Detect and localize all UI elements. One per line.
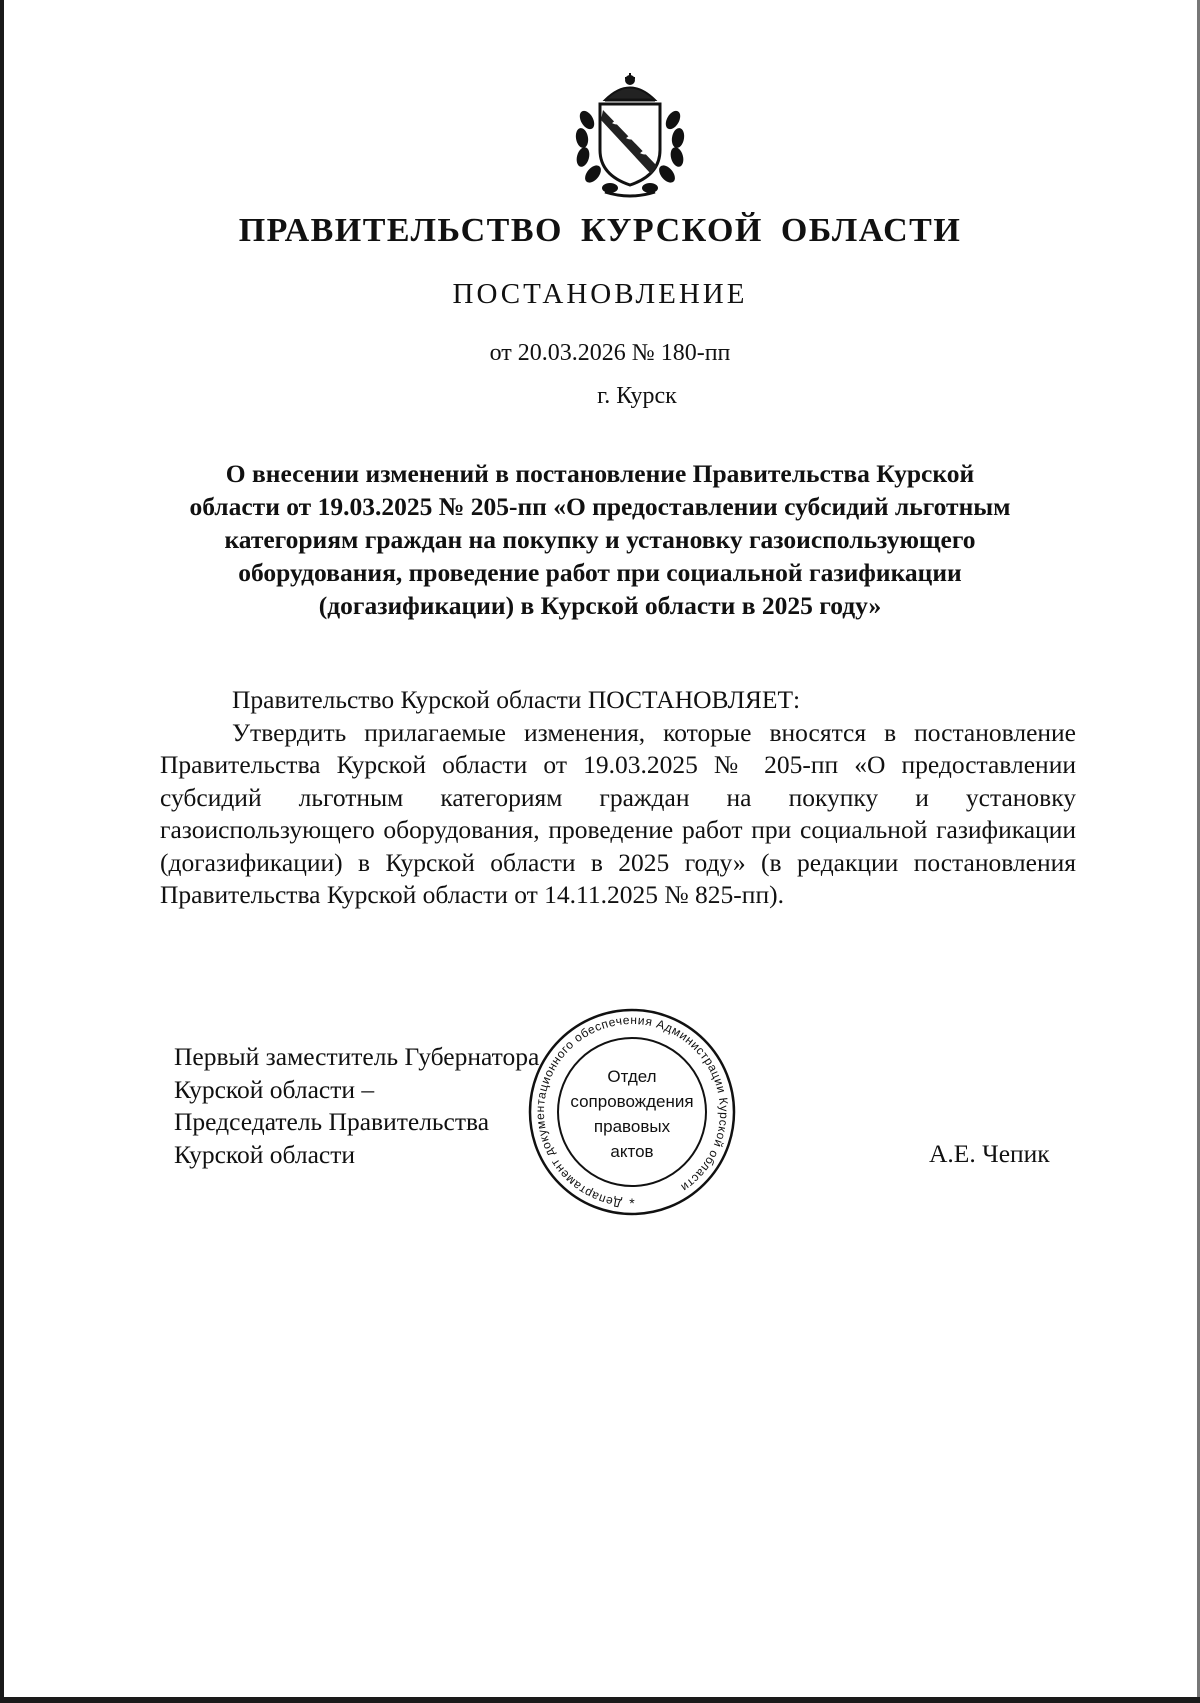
scan-edge-bottom [0,1697,1200,1703]
document-city: г. Курск [597,383,677,409]
signer-position-line: Председатель Правительства [174,1107,490,1136]
subject-line: оборудования, проведение работ при социальной газификации [238,558,962,587]
body-decree: Утвердить прилагаемые изменения, которые вносятся в постановление Правительства Курской области от 19.03.2025 № 205-пп «О предоставлении субсидий льготным категориям граждан на покупку и установку газоиспользующего оборудования, проведение работ при социальной газификации (догазификации) в Курской области в 2025 году» (в редакции постановления Правительства Курской области от 14.11.2025 № 825-пп). [160,717,1076,909]
svg-text:Департамент документационного [533,1013,731,1210]
signer-name: А.Е. Чепик [929,1139,1050,1168]
document-subject [150,457,1050,622]
body-intro: Правительство Курской области ПОСТАНОВЛЯЕТ: [232,685,801,714]
signer-position [174,1041,539,1171]
subject-line: категориям граждан на покупку и установку газоиспользующего [224,525,976,554]
signer-position-line: Курской области – [174,1074,375,1104]
signer-position-line: Первый заместитель Губернатора [174,1042,540,1071]
document-kind: ПОСТАНОВЛЕНИЕ [452,278,748,310]
subject-line: (догазификации) в Курской области в 2025 году» [318,591,882,620]
subject-line: области от 19.03.2025 № 205-пп «О предоставлении субсидий льготным [189,492,1011,521]
kursk-coat-of-arms-icon [565,70,695,200]
government-title: ПРАВИТЕЛЬСТВО КУРСКОЙ ОБЛАСТИ [238,212,962,249]
stamp-center-line: сопровождения [570,1092,694,1111]
stamp-center-line: Отдел [607,1067,657,1086]
document-body [160,684,1076,912]
stamp-center-line: правовых [593,1117,671,1136]
star-icon: * [629,1195,635,1211]
official-stamp [523,1000,741,1225]
subject-line: О внесении изменений в постановление Правительства Курской [225,459,975,488]
signer-position-line: Курской области [174,1139,356,1169]
stamp-center-line: актов [610,1142,654,1161]
stamp-ring-text: Департамент документационного обеспечения Администрации Курской области [532,1012,732,1211]
scan-edge-left [0,0,4,1703]
document-date-number: от 20.03.2026 № 180-пп [489,340,731,366]
